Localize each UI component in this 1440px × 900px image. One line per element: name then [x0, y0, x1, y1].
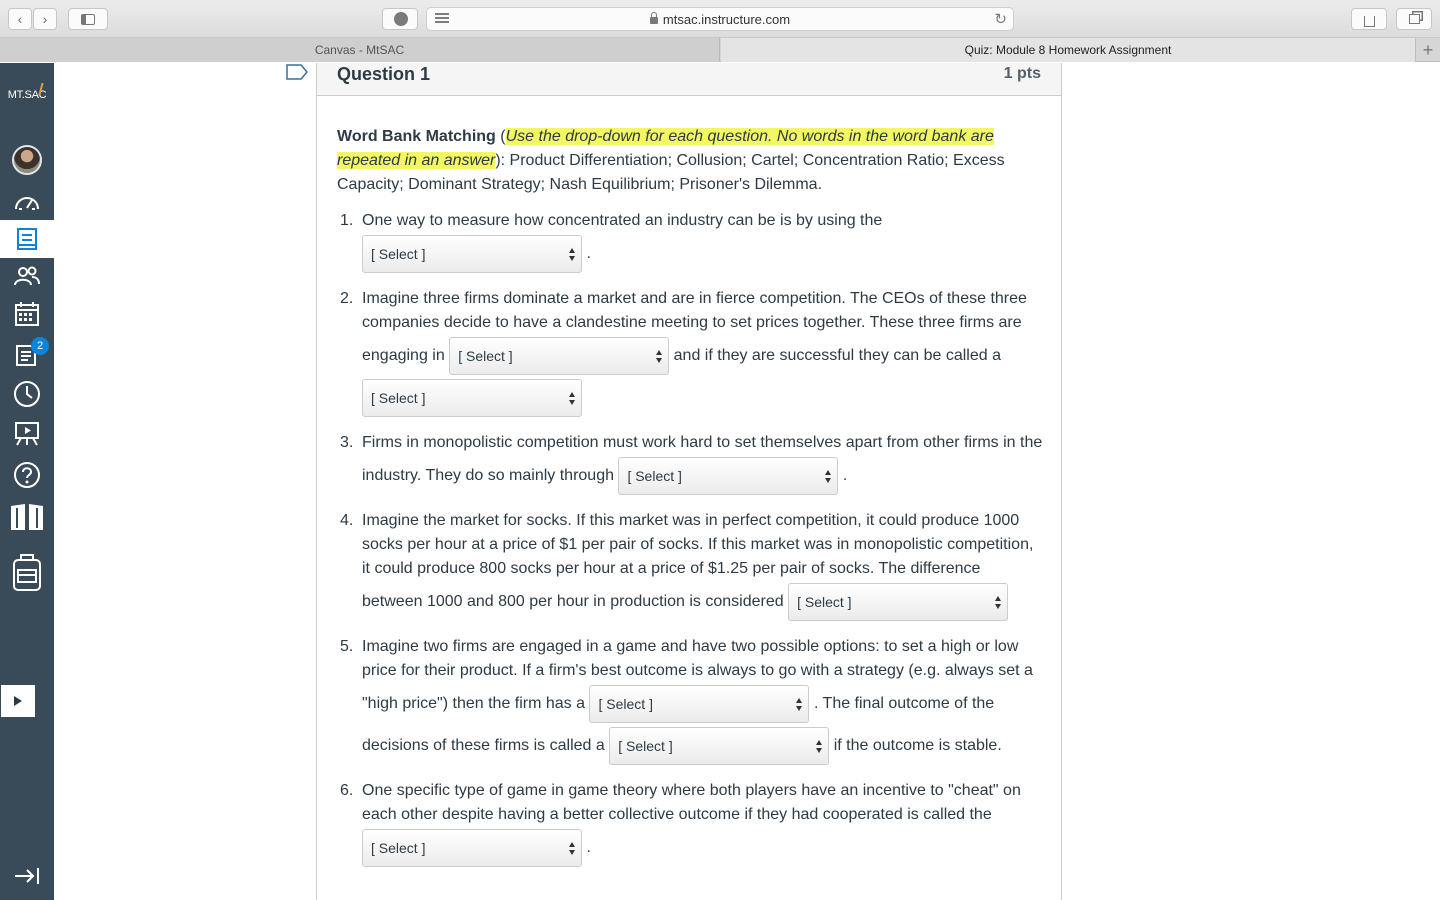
- courses-icon: [16, 227, 38, 251]
- tab-canvas-mtsac[interactable]: [0, 38, 720, 62]
- nav-courses[interactable]: [0, 220, 54, 258]
- global-navigation: [0, 63, 54, 900]
- intro-open: (: [495, 128, 506, 145]
- tab-label: Canvas - MtSAC: [314, 43, 405, 57]
- collapse-icon: [13, 866, 41, 886]
- item-number: 1.: [340, 212, 354, 229]
- answer-select-3[interactable]: [ Select ]: [618, 457, 838, 495]
- address-bar[interactable]: [426, 7, 1014, 31]
- lock-icon: [650, 17, 658, 24]
- play-icon: [13, 695, 23, 707]
- question-title: Question 1: [337, 64, 431, 84]
- item-number: 5.: [340, 638, 354, 655]
- tab-quiz[interactable]: [721, 38, 1415, 62]
- question-body: [337, 125, 1043, 881]
- sidebar-toggle-button[interactable]: [68, 8, 108, 30]
- answer-select-2a[interactable]: [ Select ]: [449, 337, 669, 375]
- list-item: [337, 635, 1043, 767]
- list-item: [337, 509, 1043, 623]
- intro-bold: Word Bank Matching: [337, 128, 496, 145]
- backpack-icon: [10, 552, 44, 592]
- item-text: .: [586, 839, 591, 857]
- sidebar-icon: [81, 14, 95, 25]
- list-item: [337, 779, 1043, 869]
- question-card: [316, 63, 1062, 900]
- browser-toolbar: [0, 0, 1440, 38]
- item-text: Imagine two firms are engaged in a game and have two possible options: to set a high or low price for their product. If a firm's best outcome is always to go with a strategy (e.g. always set a "high price") then the firm has a: [362, 638, 1033, 713]
- list-item: [337, 287, 1043, 419]
- tab-bar: [0, 38, 1440, 62]
- reader-icon[interactable]: [435, 13, 449, 25]
- item-text: Imagine three firms dominate a market and are in fierce competition. The CEOs of these three companies decide to have a clandestine meeting to set prices together. These three firms are engaging in: [362, 290, 1027, 365]
- flag-question-icon[interactable]: [286, 64, 308, 85]
- book-icon: [9, 502, 45, 532]
- intro-highlight: Use the drop-down for each question. No words in the word bank are repeated in an answer: [337, 128, 994, 169]
- groups-icon: [13, 265, 41, 287]
- share-button[interactable]: [1351, 8, 1387, 30]
- item-text: Firms in monopolistic competition must work hard to set themselves apart from other firms in the industry. They do so mainly through: [362, 434, 1043, 485]
- reload-icon[interactable]: ↻: [994, 11, 1007, 28]
- item-text: . The final outcome of the decisions of these firms is called a: [362, 695, 995, 755]
- answer-select-5b[interactable]: [ Select ]: [609, 727, 829, 765]
- question-list: [337, 209, 1043, 869]
- tabs-overview-button[interactable]: [1396, 8, 1432, 30]
- nav-studio[interactable]: [0, 415, 54, 453]
- new-tab-button[interactable]: +: [1415, 38, 1440, 62]
- extension-icon: [394, 12, 408, 26]
- question-intro: [337, 125, 1043, 197]
- nav-backpack[interactable]: [0, 553, 54, 591]
- forward-button[interactable]: ›: [33, 8, 57, 30]
- calendar-icon: [14, 301, 40, 327]
- list-item: [337, 209, 1043, 275]
- item-number: 3.: [340, 434, 354, 451]
- share-icon: [1364, 16, 1375, 27]
- studio-icon: [13, 420, 41, 448]
- item-number: 4.: [340, 512, 354, 529]
- mtsac-logo[interactable]: [0, 89, 54, 101]
- item-number: 2.: [340, 290, 354, 307]
- logo-text: MT.SAC: [7, 89, 47, 101]
- tabs-icon: [1409, 14, 1420, 24]
- play-button[interactable]: [1, 685, 35, 717]
- nav-inbox[interactable]: [0, 335, 54, 373]
- extension-button[interactable]: [382, 8, 418, 30]
- nav-help[interactable]: [0, 456, 54, 494]
- url-text: mtsac.instructure.com: [662, 11, 791, 27]
- clock-icon: [13, 380, 41, 408]
- item-text: .: [586, 245, 591, 263]
- item-text: if the outcome is stable.: [833, 737, 1002, 755]
- list-item: [337, 431, 1043, 497]
- answer-select-2b[interactable]: [ Select ]: [362, 379, 582, 417]
- answer-select-1[interactable]: [ Select ]: [362, 235, 582, 273]
- answer-select-4[interactable]: [ Select ]: [788, 583, 1008, 621]
- inbox-badge: 2: [31, 337, 49, 355]
- tab-label: Quiz: Module 8 Homework Assignment: [964, 43, 1172, 57]
- answer-select-5a[interactable]: [ Select ]: [589, 685, 809, 723]
- nav-library[interactable]: [0, 498, 54, 536]
- nav-history[interactable]: [0, 375, 54, 413]
- nav-calendar[interactable]: [0, 295, 54, 333]
- item-text: One specific type of game in game theory where both players have an incentive to "cheat" on each other despite having a better collective outcome if they had cooperated is called the: [362, 782, 1021, 823]
- nav-account[interactable]: [0, 141, 54, 179]
- nav-groups[interactable]: [0, 257, 54, 295]
- question-points: 1 pts: [1003, 65, 1041, 82]
- help-icon: [13, 461, 41, 489]
- answer-select-6[interactable]: [ Select ]: [362, 829, 582, 867]
- avatar: [12, 145, 42, 175]
- item-number: 6.: [340, 782, 354, 799]
- intro-rest: ): Product Differentiation; Collusion; Cartel; Concentration Ratio; Excess Capacity; Dominant Strategy; Nash Equilibrium; Prisoner's Dilemma.: [337, 152, 1005, 193]
- item-text: One way to measure how concentrated an industry can be is by using the: [362, 212, 883, 229]
- question-header: [317, 63, 1061, 96]
- item-text: .: [842, 467, 848, 485]
- nav-dashboard[interactable]: [0, 183, 54, 221]
- collapse-nav-button[interactable]: [0, 861, 54, 891]
- item-text: Imagine the market for socks. If this market was in perfect competition, it could produce 1000 socks per hour at a price of $1 per pair of socks. If this market was in monopolistic competition, it could produce 800 socks per hour at a price of $1.25 per pair of socks. The difference between 1000 and 800 per hour in production is considered: [362, 512, 1034, 611]
- item-text: and if they are successful they can be called a: [673, 347, 1001, 365]
- dashboard-icon: [13, 192, 41, 212]
- back-button[interactable]: ‹: [8, 8, 32, 30]
